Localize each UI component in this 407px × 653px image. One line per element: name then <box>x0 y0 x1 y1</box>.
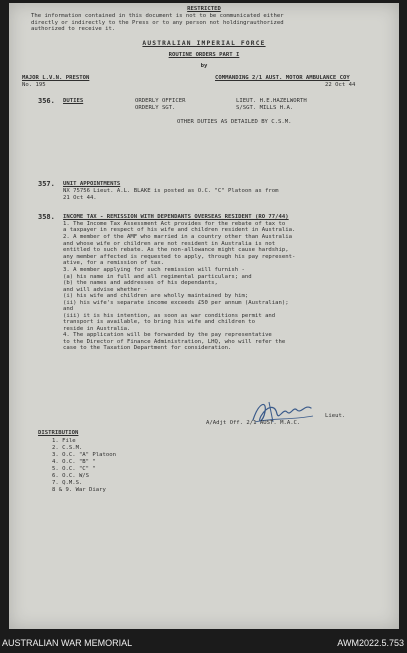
body-line: 1. The Income Tax Assessment Act provides for the rebate of tax to <box>63 220 286 227</box>
body-line: (ii) his wife's separate income exceeds £50 per annum (Australian); <box>63 299 289 306</box>
body-line: (a) his name in full and all regimental particulars; and <box>63 273 252 280</box>
distribution-item: 4. O.C. "B" " <box>52 459 96 465</box>
distribution-item: 5. O.C. "C" " <box>52 466 96 472</box>
body-line: 3. A member applying for such remission will furnish - <box>63 267 245 273</box>
duty-note: OTHER DUTIES AS DETAILED BY C.S.M. <box>177 119 292 125</box>
body-line: reside in Australia. <box>63 325 131 332</box>
body-line: and will advise whether - <box>63 286 148 293</box>
body-line: to the Director of Finance Administration, LHQ, who will refer the <box>63 338 286 345</box>
order-date: 22 Oct 44 <box>325 82 356 88</box>
unit-name: COMMANDING 2/1 AUST. MOTOR AMBULANCE COY <box>215 75 350 81</box>
body-line: and <box>63 306 74 312</box>
by-line: by <box>200 63 208 69</box>
body-line: any member affected is requested to apply, through his pay represent- <box>63 253 296 260</box>
appointment-line: NX 75756 Lieut. A.L. BLAKE is posted as O.C. "C" Platoon as from <box>63 188 279 194</box>
section-title: DUTIES <box>63 98 84 104</box>
body-line: case to the Taxation Department for consideration. <box>63 345 232 351</box>
distribution-item: 7. Q.M.S. <box>52 480 83 486</box>
duty-role: ORDERLY SGT. <box>135 105 176 111</box>
section-number: 356. <box>38 97 55 105</box>
distribution-item: 8 & 9. War Diary <box>52 487 106 493</box>
duty-assignee: LIEUT. H.E.HAZELWORTH <box>236 98 307 104</box>
restricted-heading: RESTRICTED <box>187 6 221 12</box>
distribution-item: 6. O.C. W/S <box>52 473 90 479</box>
body-line: (i) his wife and children are wholly maintained by him; <box>63 293 249 299</box>
body-line: 2. A member of the AMF who married in a country other than Australia <box>63 234 293 240</box>
footer-accession-number: AWM2022.5.753 <box>337 638 404 648</box>
document-page <box>9 3 399 629</box>
order-number: No. 195 <box>22 82 46 88</box>
body-line: (b) the names and addresses of his dependants, <box>63 280 218 286</box>
restricted-notice-line-1: The information contained in this document is not to be communicated either <box>31 13 284 19</box>
section-title: INCOME TAX - REMISSION WITH DEPENDANTS OVERSEAS RESIDENT (RO 77/44) <box>63 214 289 220</box>
distribution-item: 3. O.C. "A" Platoon <box>52 452 116 458</box>
commander-name: MAJOR L.V.N. PRESTON <box>22 75 90 81</box>
body-line: and whose wife or children are not resident in Australia is not <box>63 240 276 247</box>
distribution-title: DISTRIBUTION <box>38 430 79 436</box>
appointment-line: 21 Oct 44. <box>63 195 97 201</box>
body-line: transport is available, to bring his wife and children to <box>63 319 255 325</box>
signatory-title: A/Adjt Off. 2/1 AUST. M.A.C. <box>206 420 301 426</box>
body-line: (iii) it is his intention, as soon as war conditions permit and <box>63 312 276 319</box>
distribution-item: 1. File <box>52 438 76 444</box>
section-number: 358. <box>38 213 55 221</box>
distribution-item: 2. C.S.M. <box>52 445 83 451</box>
section-number: 357. <box>38 180 55 188</box>
force-title: AUSTRALIAN IMPERIAL FORCE <box>142 40 266 47</box>
section-title: UNIT APPOINTMENTS <box>63 181 121 187</box>
restricted-notice-line-2: directly or indirectly to the Press or to any person not holdingrauthorized <box>31 19 284 26</box>
duty-role: ORDERLY OFFICER <box>135 98 186 104</box>
body-line: ative, for a remission of tax. <box>63 260 165 266</box>
orders-title: ROUTINE ORDERS PART I <box>168 52 240 58</box>
body-line: a taxpayer in respect of his wife and children resident in Australia. <box>63 227 296 233</box>
footer-institution: AUSTRALIAN WAR MEMORIAL <box>2 638 133 648</box>
body-line: 4. The application will be forwarded by the pay representative <box>63 332 272 338</box>
restricted-notice-line-3: authorized to receive it. <box>31 26 116 32</box>
duty-assignee: S/SGT. MILLS H.A. <box>236 105 294 111</box>
body-line: entitled to such rebate. As the non-allowance might cause hardship, <box>63 247 289 253</box>
signatory-rank: Lieut. <box>325 413 346 419</box>
